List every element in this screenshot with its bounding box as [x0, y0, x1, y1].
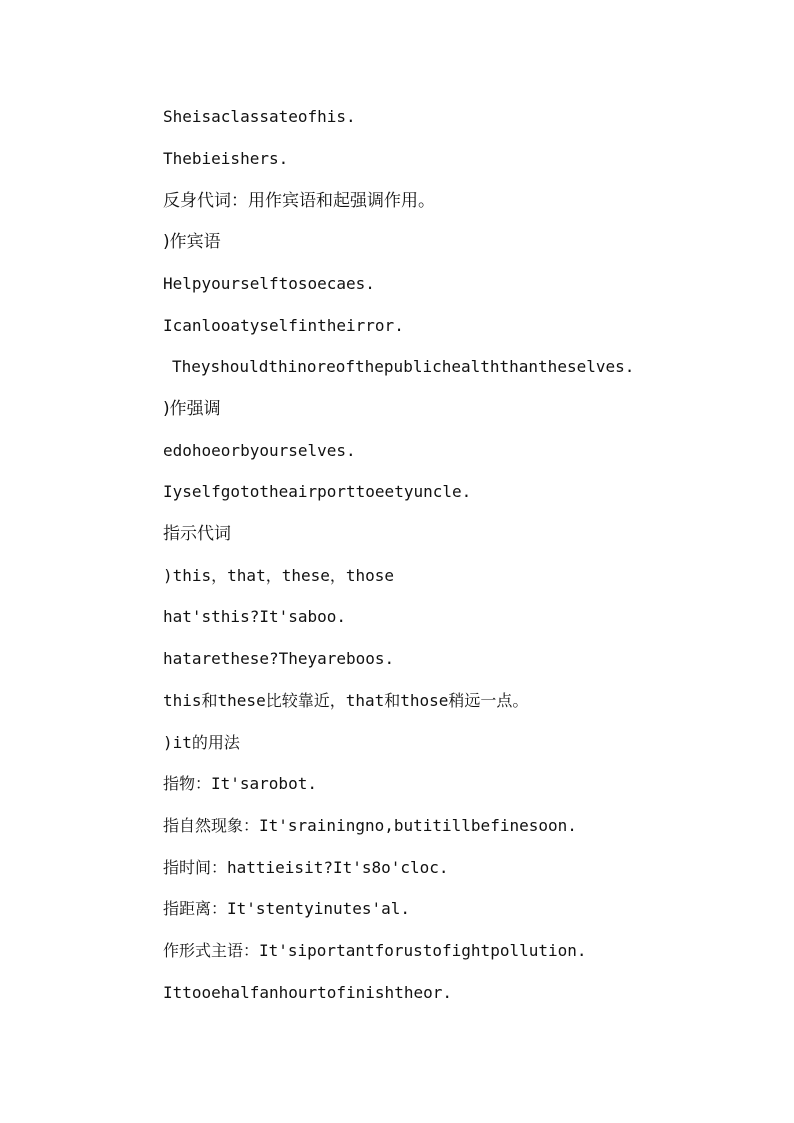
text-line: hatarethese?Theyareboos. — [163, 649, 395, 668]
subsection-heading: )this，that，these，those — [163, 566, 395, 585]
subsection-heading: )作强调 — [163, 399, 221, 419]
text-line: Icanlooatyselfintheirror. — [163, 316, 404, 335]
text-line: 指自然现象：It'srainingno,butitillbefinesoon. — [163, 816, 577, 835]
section-heading: 指示代词 — [163, 524, 231, 544]
subsection-heading: )作宾语 — [163, 232, 221, 252]
text-line: this和these比较靠近，that和those稍远一点。 — [163, 691, 529, 710]
subsection-heading: )it的用法 — [163, 733, 240, 752]
text-line: 指距离：It'stentyinutes'al. — [163, 899, 411, 918]
section-heading: 反身代词：用作宾语和起强调作用。 — [163, 191, 435, 211]
text-line: hat'sthis?It'saboo. — [163, 607, 347, 626]
text-line: Ittooehalfanhourtofinishtheor. — [163, 983, 452, 1002]
text-line: Iyselfgototheairporttoeetyuncle. — [163, 482, 472, 501]
text-line: Theyshouldthinoreofthepublichealththantheselves. — [172, 357, 635, 376]
text-line: 作形式主语：It'siportantforustofightpollution. — [163, 941, 587, 960]
text-line: edohoeorbyourselves. — [163, 441, 356, 460]
text-line: 指时间：hattieisit?It's8o'cloc. — [163, 858, 449, 877]
text-line: 指物：It'sarobot. — [163, 774, 317, 793]
text-line: Sheisaclassateofhis. — [163, 107, 356, 126]
text-line: Helpyourselftosoecaes. — [163, 274, 375, 293]
text-line: Thebieishers. — [163, 149, 289, 168]
